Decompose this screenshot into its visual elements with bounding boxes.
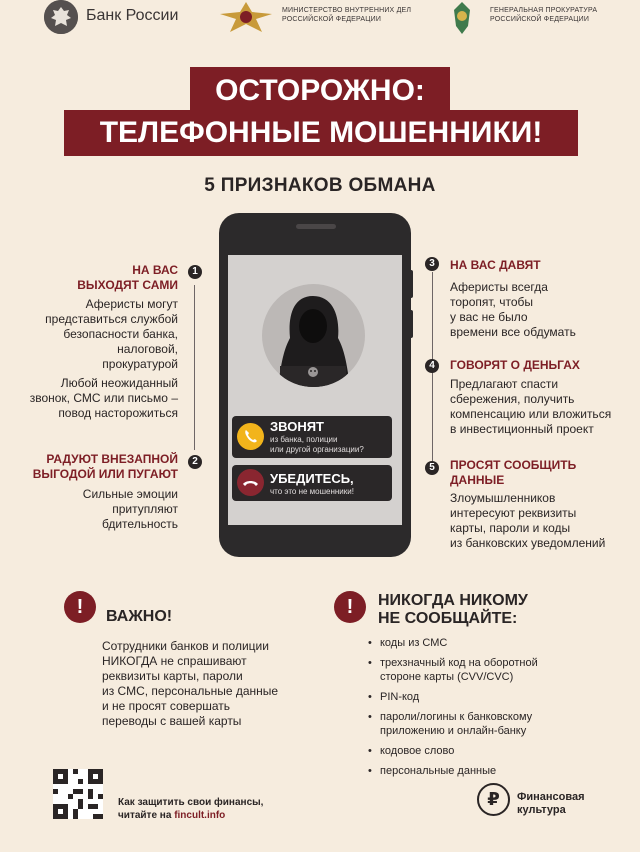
phone-side-button [409,270,413,298]
list-item: • трехзначный код на оборотной стороне карты (CVV/CVC) [368,656,578,684]
important-text: Сотрудники банков и полиции НИКОГДА не спрашивают реквизиты карты, пароли из СМС, персональные данные и не просят совершать переводы с вашей карты [102,639,279,728]
prosecutor-emblem-icon [444,0,480,36]
sign-3-heading: НА ВАС ДАВЯТ [450,258,541,272]
sign-2-text: Сильные эмоции притупляют бдительность [82,487,178,531]
fincult-link[interactable]: fincult.info [174,810,226,821]
important-heading: ВАЖНО! [106,608,173,625]
hacker-silhouette-icon [262,284,365,387]
footer-text: Как защитить свои финансы, читайте на fincult.info [118,797,264,821]
title-line-2: ТЕЛЕФОННЫЕ МОШЕННИКИ! [64,110,578,156]
ruble-logo-icon: ₽ [477,783,510,816]
sign-number: 4 [425,359,439,373]
warning-icon: ! [64,591,96,623]
card-1-text: из банка, полиции или другой организации? [270,435,364,454]
sign-4-heading: ГОВОРЯТ О ДЕНЬГАХ [450,358,580,372]
sign-4-text: Предлагают спасти сбережения, получить компенсацию или вложиться в инвестиционный проект [450,377,612,436]
sign-1-heading: НА ВАС ВЫХОДЯТ САМИ [77,263,178,292]
list-item: • кодовое слово [368,744,578,758]
sign-1-text: Аферисты могут представиться службой безопасности банка, налоговой, прокуратурой [45,297,178,371]
mvd-name: МИНИСТЕРСТВО ВНУТРЕННИХ ДЕЛ РОССИЙСКОЙ ФЕДЕРАЦИИ [282,7,412,23]
timeline-line-left [194,285,195,450]
card-2-title: УБЕДИТЕСЬ, [270,471,354,486]
sign-1-text-2: Любой неожиданный звонок, СМС или письмо – повод насторожиться [29,376,178,420]
never-list [368,636,578,784]
subtitle: 5 ПРИЗНАКОВ ОБМАНА [204,175,436,196]
mvd-emblem-icon [218,0,274,34]
sign-5-heading: ПРОСЯТ СООБЩИТЬ ДАННЫЕ [450,458,577,487]
sign-number: 3 [425,257,439,271]
list-item: • персональные данные [368,764,578,778]
sign-2-heading: РАДУЮТ ВНЕЗАПНОЙ ВЫГОДОЙ ИЛИ ПУГАЮТ [32,452,178,481]
list-item: • пароли/логины к банковскому приложению и онлайн-банку [368,710,578,738]
sign-number: 5 [425,461,439,475]
sign-5-text: Злоумышленников интересуют реквизиты карты, пароли и коды из банковских уведомлений [450,491,606,550]
never-heading: НИКОГДА НИКОМУ НЕ СООБЩАЙТЕ: [378,592,528,627]
qr-code-icon[interactable] [53,769,103,819]
card-2-text: что это не мошенники! [270,487,354,496]
list-item: • коды из СМС [368,636,578,650]
title-line-1: ОСТОРОЖНО: [190,67,450,115]
phone-side-button [409,310,413,338]
header-logos [0,0,640,40]
list-item: • PIN-код [368,690,578,704]
warning-icon: ! [334,591,366,623]
sign-number: 1 [188,265,202,279]
sign-3-text: Аферисты всегда торопят, чтобы у вас не было времени все обдумать [450,280,576,339]
card-1-title: ЗВОНЯТ [270,419,324,434]
phone-speaker [296,224,336,229]
phone-call-icon [237,423,264,450]
sign-number: 2 [188,455,202,469]
hang-up-icon [237,469,264,496]
bank-of-russia-name: Банк России [86,7,179,24]
bank-of-russia-emblem-icon [44,0,78,34]
fincult-brand: Финансовая культура [517,791,585,816]
prosecutor-name: ГЕНЕРАЛЬНАЯ ПРОКУРАТУРА РОССИЙСКОЙ ФЕДЕРАЦИИ [490,7,598,23]
